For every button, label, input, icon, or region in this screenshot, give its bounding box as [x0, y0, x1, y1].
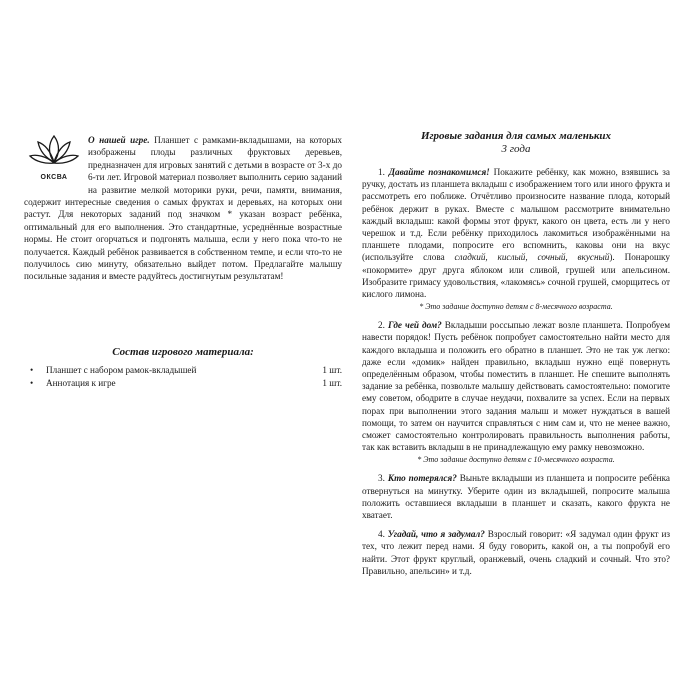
- logo-text: ОКСВА: [40, 174, 68, 181]
- task-4: [362, 528, 670, 577]
- composition-item-name: Планшет с набором рамок-вкладышей: [46, 365, 197, 375]
- composition-item-qty: 1 шт.: [322, 378, 342, 388]
- task-heading: Давайте познакомимся!: [388, 167, 490, 177]
- lotus-icon: [24, 130, 84, 174]
- task-2: [362, 319, 670, 453]
- composition-title: Состав игрового материала:: [112, 346, 254, 358]
- right-column: [362, 130, 670, 577]
- task-text: Вкладыши россыпью лежат возле планшета. Попробуем навести порядок! Пусть ребёнок попробует самостоятельно найти место для каждого вкладыша и положить его обратно в планшет. Это не так уж легко: даже если «домик» найден правильно, вкладыш нужно ещё повернуть определённым образом, чтобы поместить в планшет. Не спешите выполнять задание за ребёнка, позвольте малышу действовать самостоятельно: помогите ему советом, ободрите в случае неудачи, похвалите за успех. Если на первых порах при выполнении этого задания малыш и может нуждаться в вашей помощи, то затем он научится справляться с ним сам и, что не менее важно, сможет самостоятельно контролировать правильность выполнения работы, так как вставить вкладыш в не принадлежащую ему рамку невозможно.: [362, 320, 671, 453]
- task-heading: Угадай, что я задумал?: [387, 529, 485, 540]
- composition-item-name: Аннотация к игре: [46, 378, 116, 388]
- composition-item: [30, 377, 342, 390]
- task-heading: Где чей дом?: [387, 320, 442, 331]
- okswa-logo: [24, 130, 84, 186]
- task-3: [362, 472, 670, 521]
- task-age-note: * Это задание доступно детям с 8-месячного возраста.: [419, 302, 613, 312]
- task-number: 4.: [378, 529, 385, 540]
- task-text-continued: ). Понарошку «покормите» друг друга яблоком или сливой, грушей или апельсином. Изобразите гримасу удовольствия, «лакомясь» сочной грушей, сморщитесь от кислого лимона.: [362, 252, 670, 300]
- task-1: [362, 166, 670, 300]
- composition-item: [30, 364, 342, 377]
- task-text: Покажите ребёнку, как можно, взявшись за ручку, достать из планшета вкладыш с изображением того или иного фрукта и рассмотреть его поближе. Отчётливо произносите название плода, который ребёнок держит в руках. Вместе с малышом рассмотрите внимательно каждый вкладыш: какой формы этот фрукт, какого он цвета, есть ли у него черешок и т.д. Если ребёнку приходилось лакомиться изображёнными на планшете плодами, попросите его вспомнить, каковы они на вкус (используйте слова: [362, 167, 670, 263]
- composition-item-qty: 1 шт.: [322, 365, 342, 375]
- bullet: •: [30, 378, 34, 388]
- task-age-note: * Это задание доступно детям с 10-месячного возраста.: [417, 455, 615, 465]
- task-number: 3.: [378, 473, 385, 484]
- task-taste-words: сладкий, кислый, сочный, вкусный: [454, 252, 610, 263]
- task-number: 1.: [378, 167, 385, 177]
- task-heading: Кто потерялся?: [387, 473, 457, 484]
- task-number: 2.: [378, 320, 385, 331]
- task-text: Взрослый говорит: «Я задумал один фрукт из тех, что лежит перед нами. Я буду говорить, какой он, а ты попробуй его найти. Этот фрукт круглый, оранжевый, очень сладкий и сочный. Что это? Правильно, апельсин» и т.д.: [362, 529, 670, 576]
- composition-list: [30, 364, 342, 390]
- about-game-text: Планшет с рамками-вкладышами, на которых изображены плоды различных фруктовых деревьев, предназначен для игровых занятий с детьми в возрасте от 3-х до 6-ти лет. Игровой материал позволяет выполнить серию заданий на развитие мелкой моторики руки, речи, памяти, внимания, содержит интересные сведения о самых фруктах и деревьях, на которых они растут. Для некоторых заданий под значком * указан возраст ребёнка, оптимальный для его выполнения. Это стандартные, усреднённые возрастные нормы. Не стоит огорчаться и подгонять малыша, если у него пока что-то не получается. Каждый ребёнок развивается в собственном темпе, и если что-то не получилось сию минуту, обязательно выйдет потом. Предлагайте малышу посильные задания и вместе радуйтесь достигнутым результатам!: [24, 135, 342, 282]
- task-text: Выньте вкладыши из планшета и попросите ребёнка отвернуться на минутку. Уберите один из вкладышей, попросите малыша положить оставшиеся вкладыши в планшет и сказать, какого фрукта не хватает.: [362, 473, 671, 521]
- games-age: 3 года: [501, 143, 531, 155]
- bullet: •: [30, 365, 34, 375]
- about-game-heading: О нашей игре.: [88, 135, 150, 145]
- games-title: Игровые задания для самых маленьких: [420, 130, 612, 142]
